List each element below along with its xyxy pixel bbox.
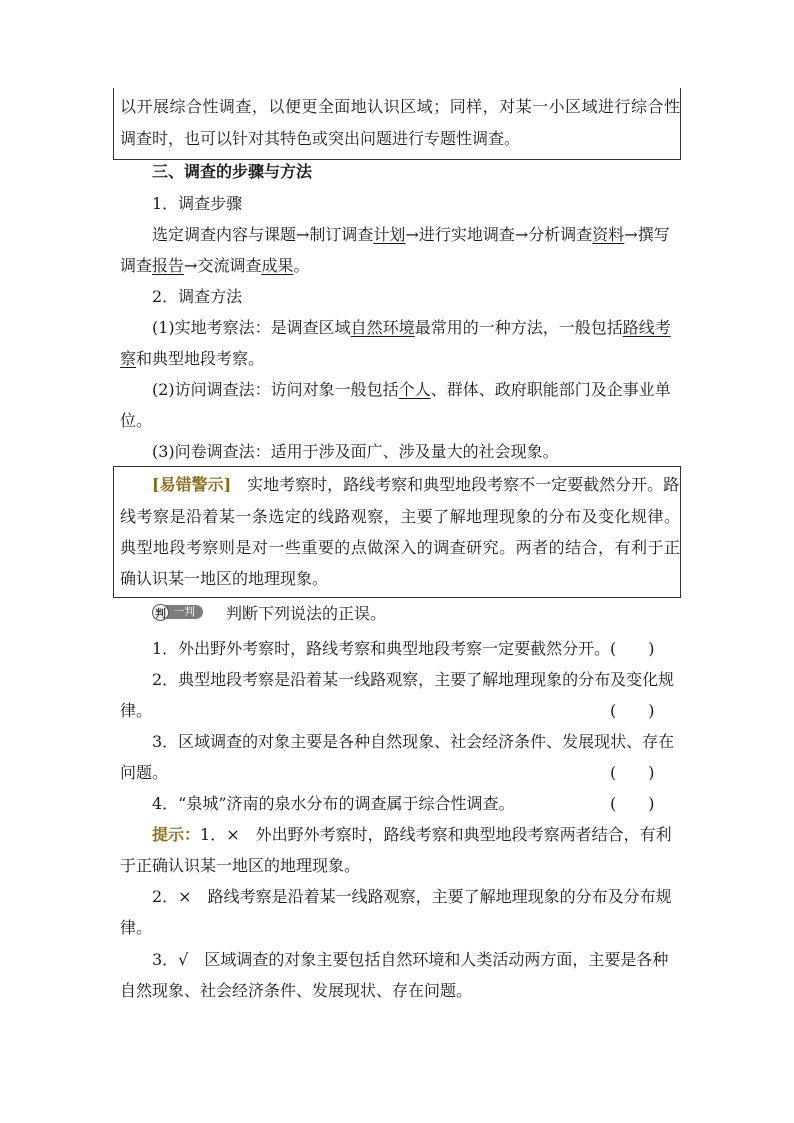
warning-label: [易错警示] [152,475,232,494]
judge-icon: 判 [152,604,169,621]
warning-line-2: 线考察是沿着某一条选定的线路观察，主要了解地理现象的分布及变化规律。 [120,507,680,526]
method-1-line-1: (1)实地考察法：是调查区域自然环境最常用的一种方法，一般包括路线考 [152,318,671,337]
question-1: 1．外出野外考察时，路线考察和典型地段考察一定要截然分开。 [152,639,611,658]
answer-blank-3: ( ) [610,763,655,782]
hint-2-line-1: 2．× 路线考察是沿着某一线路观察，主要了解地理现象的分布及分布规 [152,887,672,906]
steps-line-1: 选定调查内容与课题→制订调查计划→进行实地调查→分析调查资料→撰写 [152,225,670,244]
method-2-line-2: 位。 [120,411,153,430]
hint-1-line-1: 提示：1．× 外出野外考察时，路线考察和典型地段考察两者结合，有利 [152,825,672,844]
box1-line-1: 以开展综合性调查，以便更全面地认识区域；同样，对某一小区域进行综合性 [120,97,680,116]
question-4: 4．“泉城”济南的泉水分布的调查属于综合性调查。 [152,794,515,813]
underlined-term: 察 [120,349,137,368]
underlined-term: 成果 [261,256,294,275]
warning-line-1: [易错警示] 实地考察时，路线考察和典型地段考察不一定要截然分开。路 [152,475,680,494]
answer-blank-4: ( ) [610,794,655,813]
steps-line-2: 调查报告→交流调查成果。 [120,256,310,275]
method-1-line-2: 察和典型地段考察。 [120,349,265,368]
method-2-line-1: (2)访问调查法：访问对象一般包括个人、群体、政府职能部门及企事业单 [152,380,671,399]
answer-blank-1: ( ) [610,639,655,658]
underlined-term: 报告 [152,256,185,275]
judge-instruction: 判断下列说法的正误。 [226,604,387,623]
method-3: (3)问卷调查法：适用于涉及面广、涉及量大的社会现象。 [152,442,559,461]
question-2-line-2: 律。 [120,701,153,720]
hint-3-line-1: 3．√ 区域调查的对象主要包括自然环境和人类活动两方面，主要是各种 [152,950,669,969]
underlined-term: 路线考 [622,318,671,337]
underlined-term: 个人 [398,380,431,399]
question-2-line-1: 2．典型地段考察是沿着某一线路观察，主要了解地理现象的分布及变化规 [152,670,675,689]
judge-tag: 一判 [165,605,203,619]
underlined-term: 计划 [373,225,406,244]
warning-line-3: 典型地段考察则是对一些重要的点做深入的调查研究。两者的结合，有利于正 [120,538,680,557]
warning-line-4: 确认识某一地区的地理现象。 [120,569,329,588]
judge-badge [152,603,210,621]
hint-3-line-2: 自然现象、社会经济条件、发展现状、存在问题。 [120,981,473,1000]
question-3-line-2: 问题。 [120,763,169,782]
question-3-line-1: 3．区域调查的对象主要是各种自然现象、社会经济条件、发展现状、存在 [152,732,675,751]
hint-1-line-2: 于正确认识某一地区的地理现象。 [120,856,361,875]
answer-blank-2: ( ) [610,701,655,720]
section-heading: 三、调查的步骤与方法 [152,162,313,181]
underlined-term: 自然环境 [350,318,415,337]
underlined-term: 资料 [592,225,625,244]
methods-title: 2．调查方法 [152,287,243,306]
steps-title: 1．调查步骤 [152,194,243,213]
hint-2-line-2: 律。 [120,918,153,937]
box1-line-2: 调查时，也可以针对其特色或突出问题进行专题性调查。 [120,129,521,148]
hint-label: 提示： [152,825,201,844]
